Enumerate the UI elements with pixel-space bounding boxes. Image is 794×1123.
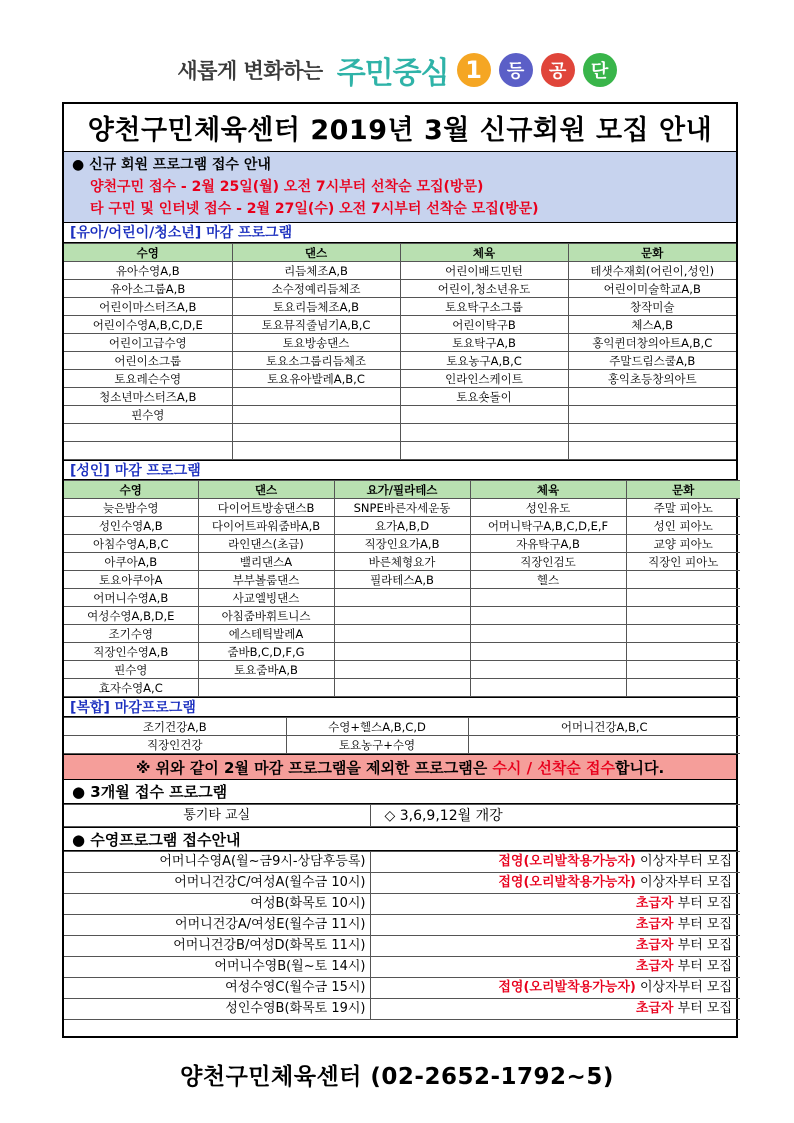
adult-section-label: [성인] 마감 프로그램 xyxy=(64,460,736,480)
column-header: 수영 xyxy=(64,244,232,262)
column-header: 체육 xyxy=(470,481,626,499)
column-header: 요가/필라테스 xyxy=(334,481,470,499)
table-cell xyxy=(470,589,626,607)
table-cell xyxy=(626,571,740,589)
table-cell: 소수정예리듬체조 xyxy=(232,280,400,298)
swim-tail: 부터 모집 xyxy=(673,959,732,974)
table-row xyxy=(64,643,740,661)
warning-highlight: 수시 / 선착순 접수 xyxy=(492,759,615,777)
table-row xyxy=(64,999,740,1020)
table-cell: 라인댄스(초급) xyxy=(198,535,334,553)
table-row xyxy=(64,736,740,754)
table-cell: 주말드림스쿨A,B xyxy=(568,352,736,370)
notice-heading: ● 신규 회원 프로그램 접수 안내 xyxy=(72,157,271,173)
swim-level: 접영(오리발착용가능자) xyxy=(498,854,636,869)
swim-level: 초급자 xyxy=(635,1001,674,1016)
swim-requirement xyxy=(370,978,740,999)
table-cell: 다이어트파워줌바A,B xyxy=(198,517,334,535)
table-cell: 헬스 xyxy=(470,571,626,589)
table-cell xyxy=(470,661,626,679)
swim-class: 어머니건강B/여성D(화목토 11시) xyxy=(64,936,370,957)
table-cell: 밸리댄스A xyxy=(198,553,334,571)
table-cell xyxy=(626,661,740,679)
swimming-table xyxy=(64,851,740,1020)
table-cell: 창작미술 xyxy=(568,298,736,316)
table-cell: 토요뮤직줄넘기A,B,C xyxy=(232,316,400,334)
table-cell xyxy=(334,661,470,679)
table-cell: 토요아쿠아A xyxy=(64,571,198,589)
table-row xyxy=(64,517,740,535)
table-cell: 아쿠아A,B xyxy=(64,553,198,571)
warning-suffix: 합니다. xyxy=(615,759,665,777)
table-row xyxy=(64,915,740,936)
adult-table xyxy=(64,480,740,697)
table-cell: 효자수영A,C xyxy=(64,679,198,697)
table-cell xyxy=(468,736,740,754)
table-cell xyxy=(626,607,740,625)
swim-requirement xyxy=(370,957,740,978)
notice-nonresident-line: 타 구민 및 인터넷 접수 - 2월 27일(수) 오전 7시부터 선착순 모집(방문) xyxy=(90,201,539,217)
warning-prefix: ※ 위와 같이 2월 마감 프로그램을 제외한 프로그램은 xyxy=(135,759,493,777)
column-header: 문화 xyxy=(568,244,736,262)
table-cell: 직장인 피아노 xyxy=(626,553,740,571)
table-row xyxy=(64,370,736,388)
table-cell: 홍익초등창의아트 xyxy=(568,370,736,388)
table-cell: 청소년마스터즈A,B xyxy=(64,388,232,406)
table-cell xyxy=(334,589,470,607)
table-row xyxy=(64,625,740,643)
table-cell: 토요줌바A,B xyxy=(198,661,334,679)
table-row xyxy=(64,406,736,424)
table-cell: 어린이수영A,B,C,D,E xyxy=(64,316,232,334)
swim-tail: 부터 모집 xyxy=(673,896,732,911)
column-header: 댄스 xyxy=(232,244,400,262)
table-cell: 핀수영 xyxy=(64,406,232,424)
slogan-badge-3: 공 xyxy=(541,53,575,87)
table-cell: 주말 피아노 xyxy=(626,499,740,517)
table-cell xyxy=(232,406,400,424)
column-header: 체육 xyxy=(400,244,568,262)
table-cell: 토요리듬체조A,B xyxy=(232,298,400,316)
table-row xyxy=(64,571,740,589)
table-cell xyxy=(470,625,626,643)
swim-level: 초급자 xyxy=(635,917,674,932)
table-row xyxy=(64,957,740,978)
table-row xyxy=(64,334,736,352)
swim-requirement xyxy=(370,873,740,894)
swim-requirement xyxy=(370,999,740,1020)
table-cell: 수영+헬스A,B,C,D xyxy=(286,718,468,736)
swim-class: 성인수영B(화목토 19시) xyxy=(64,999,370,1020)
table-cell: 토요방송댄스 xyxy=(232,334,400,352)
table-cell xyxy=(470,643,626,661)
table-cell: 유아수영A,B xyxy=(64,262,232,280)
table-row xyxy=(64,424,736,442)
table-cell xyxy=(568,388,736,406)
table-cell xyxy=(400,406,568,424)
header-row xyxy=(64,481,740,499)
table-cell: 어린이배드민턴 xyxy=(400,262,568,280)
table-cell xyxy=(334,643,470,661)
table-cell: 토요숏돌이 xyxy=(400,388,568,406)
table-cell: 어린이소그룹 xyxy=(64,352,232,370)
swim-requirement xyxy=(370,894,740,915)
table-cell xyxy=(568,406,736,424)
table-cell: 어머니수영A,B xyxy=(64,589,198,607)
table-row xyxy=(64,535,740,553)
quarterly-program: 통기타 교실 xyxy=(64,805,370,827)
table-row xyxy=(64,978,740,999)
table-cell xyxy=(400,424,568,442)
table-cell: 자유탁구A,B xyxy=(470,535,626,553)
table-cell: 핀수영 xyxy=(64,661,198,679)
table-cell xyxy=(400,442,568,460)
table-cell: 에스테틱발레A xyxy=(198,625,334,643)
swimming-heading: ● 수영프로그램 접수안내 xyxy=(64,827,736,851)
table-cell: 여성수영A,B,D,E xyxy=(64,607,198,625)
table-cell: 어린이미술학교A,B xyxy=(568,280,736,298)
column-header: 수영 xyxy=(64,481,198,499)
table-cell: 어머니탁구A,B,C,D,E,F xyxy=(470,517,626,535)
table-cell: 교양 피아노 xyxy=(626,535,740,553)
table-cell: 토요유아발레A,B,C xyxy=(232,370,400,388)
table-cell: 부부볼룸댄스 xyxy=(198,571,334,589)
table-row xyxy=(64,679,740,697)
table-cell: 아침줌바휘트니스 xyxy=(198,607,334,625)
table-cell: 필라테스A,B xyxy=(334,571,470,589)
table-cell: 토요탁구소그룹 xyxy=(400,298,568,316)
table-cell: 성인유도 xyxy=(470,499,626,517)
table-cell xyxy=(334,625,470,643)
table-row xyxy=(64,499,740,517)
swim-level: 초급자 xyxy=(635,896,674,911)
table-cell xyxy=(626,679,740,697)
table-cell xyxy=(626,589,740,607)
slogan-main: 주민중심 xyxy=(336,56,449,91)
table-row xyxy=(64,280,736,298)
swim-tail: 부터 모집 xyxy=(673,1001,732,1016)
table-cell: SNPE바른자세운동 xyxy=(334,499,470,517)
header-row xyxy=(64,244,736,262)
column-header: 댄스 xyxy=(198,481,334,499)
table-cell xyxy=(64,424,232,442)
table-cell xyxy=(64,442,232,460)
swim-tail: 이상자부터 모집 xyxy=(635,980,732,995)
table-cell: 어린이탁구B xyxy=(400,316,568,334)
footer-contact: 양천구민체육센터 (02-2652-1792~5) xyxy=(180,1064,614,1090)
table-cell: 토요소그룹리듬체조 xyxy=(232,352,400,370)
youth-table xyxy=(64,243,736,460)
table-cell: 줌바B,C,D,F,G xyxy=(198,643,334,661)
table-cell: 성인수영A,B xyxy=(64,517,198,535)
column-header: 문화 xyxy=(626,481,740,499)
table-cell: 어린이마스터즈A,B xyxy=(64,298,232,316)
swim-level: 접영(오리발착용가능자) xyxy=(498,980,636,995)
swim-tail: 부터 모집 xyxy=(673,917,732,932)
table-row xyxy=(64,262,736,280)
slogan-prefix: 새롭게 변화하는 xyxy=(177,59,323,83)
table-row xyxy=(64,352,736,370)
table-cell xyxy=(198,679,334,697)
swim-requirement xyxy=(370,936,740,957)
combo-section-label: [복합] 마감프로그램 xyxy=(64,697,736,717)
table-cell: 성인 피아노 xyxy=(626,517,740,535)
table-cell: 토요탁구A,B xyxy=(400,334,568,352)
swim-class: 어머니수영B(월~토 14시) xyxy=(64,957,370,978)
table-cell: 다이어트방송댄스B xyxy=(198,499,334,517)
table-cell: 테샛수재회(어린이,성인) xyxy=(568,262,736,280)
combo-table xyxy=(64,717,740,754)
table-cell xyxy=(568,442,736,460)
table-cell: 토요농구A,B,C xyxy=(400,352,568,370)
swim-requirement xyxy=(370,915,740,936)
table-row xyxy=(64,298,736,316)
table-row xyxy=(64,894,740,915)
table-cell: 직장인검도 xyxy=(470,553,626,571)
youth-section-label: [유아/어린이/청소년] 마감 프로그램 xyxy=(64,223,736,243)
table-cell: 조기건강A,B xyxy=(64,718,286,736)
table-row xyxy=(64,852,740,873)
swim-class: 어머니수영A(월~금9시-상담후등록) xyxy=(64,852,370,873)
slogan-badge-2: 등 xyxy=(499,53,533,87)
table-row xyxy=(64,936,740,957)
table-cell: 늦은밤수영 xyxy=(64,499,198,517)
table-row xyxy=(64,316,736,334)
table-cell xyxy=(334,679,470,697)
table-cell: 토요농구+수영 xyxy=(286,736,468,754)
table-cell xyxy=(232,424,400,442)
warning-banner xyxy=(64,754,736,780)
table-cell: 토요레슨수영 xyxy=(64,370,232,388)
table-cell: 요가A,B,D xyxy=(334,517,470,535)
table-cell: 어린이고급수영 xyxy=(64,334,232,352)
swim-class: 어머니건강A/여성E(월수금 11시) xyxy=(64,915,370,936)
table-row xyxy=(64,607,740,625)
table-cell: 어린이,청소년유도 xyxy=(400,280,568,298)
table-row xyxy=(64,589,740,607)
table-cell: 바른체형요가 xyxy=(334,553,470,571)
table-cell xyxy=(626,625,740,643)
quarterly-heading: ● 3개월 접수 프로그램 xyxy=(64,780,736,804)
table-cell xyxy=(626,643,740,661)
table-row xyxy=(64,805,740,827)
notice-resident-line: 양천구민 접수 - 2월 25일(월) 오전 7시부터 선착순 모집(방문) xyxy=(90,179,484,195)
swim-requirement xyxy=(370,852,740,873)
table-cell xyxy=(568,424,736,442)
table-cell: 조기수영 xyxy=(64,625,198,643)
quarterly-schedule: ◇ 3,6,9,12월 개강 xyxy=(370,805,740,827)
swim-tail: 이상자부터 모집 xyxy=(635,875,732,890)
slogan-badge-4: 단 xyxy=(583,53,617,87)
slogan-banner xyxy=(0,40,794,100)
table-cell: 유아소그룹A,B xyxy=(64,280,232,298)
table-cell: 체스A,B xyxy=(568,316,736,334)
table-cell: 리듬체조A,B xyxy=(232,262,400,280)
swim-level: 접영(오리발착용가능자) xyxy=(498,875,636,890)
table-row xyxy=(64,661,740,679)
table-cell: 인라인스케이트 xyxy=(400,370,568,388)
swim-class: 어머니건강C/여성A(월수금 10시) xyxy=(64,873,370,894)
table-row xyxy=(64,553,740,571)
table-cell xyxy=(232,442,400,460)
table-row xyxy=(64,442,736,460)
quarterly-table xyxy=(64,804,740,827)
table-cell xyxy=(232,388,400,406)
registration-notice xyxy=(64,152,736,223)
table-cell: 직장인수영A,B xyxy=(64,643,198,661)
table-cell xyxy=(470,679,626,697)
table-cell: 사교엘빙댄스 xyxy=(198,589,334,607)
table-cell: 아침수영A,B,C xyxy=(64,535,198,553)
table-cell: 어머니건강A,B,C xyxy=(468,718,740,736)
notice-frame xyxy=(62,102,738,1038)
table-cell: 직장인요가A,B xyxy=(334,535,470,553)
slogan-badge-1: 1 xyxy=(457,53,491,87)
swim-level: 초급자 xyxy=(635,959,674,974)
table-row xyxy=(64,873,740,894)
swim-tail: 부터 모집 xyxy=(673,938,732,953)
swim-class: 여성수영C(월수금 15시) xyxy=(64,978,370,999)
swim-tail: 이상자부터 모집 xyxy=(635,854,732,869)
table-row xyxy=(64,388,736,406)
page-title: 양천구민체육센터 2019년 3월 신규회원 모집 안내 xyxy=(64,104,736,152)
table-cell xyxy=(470,607,626,625)
swim-level: 초급자 xyxy=(635,938,674,953)
table-cell: 홍익퀸더창의아트A,B,C xyxy=(568,334,736,352)
table-row xyxy=(64,718,740,736)
table-cell: 직장인건강 xyxy=(64,736,286,754)
table-cell xyxy=(334,607,470,625)
swim-class: 여성B(화목토 10시) xyxy=(64,894,370,915)
